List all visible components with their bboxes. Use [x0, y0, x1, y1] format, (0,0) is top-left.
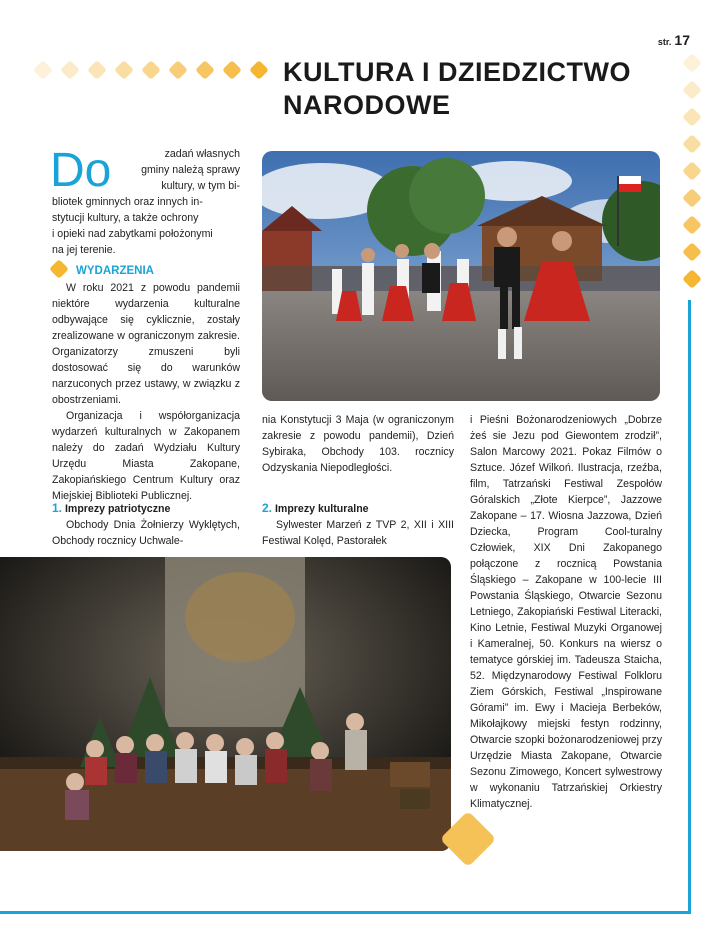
intro-line: kultury, w tym bi- [161, 180, 240, 192]
diamond-icon [682, 161, 702, 181]
diamond-icon [682, 107, 702, 127]
frame-line-horizontal [0, 911, 691, 914]
list-1-number: 1. [52, 501, 63, 515]
page-number [658, 32, 690, 48]
diamond-icon [114, 60, 134, 80]
stage-illustration [0, 557, 451, 851]
list-2-block [262, 500, 454, 549]
page-title [283, 56, 683, 122]
title-line-1: KULTURA I DZIEDZICTWO [283, 57, 631, 87]
list-2-number: 2. [262, 501, 273, 515]
list-1-text-col1: Obchody Dnia Żołnierzy Wyklętych, Obchody rocznicy Uchwale- [52, 519, 240, 547]
column-3-text [470, 412, 662, 812]
intro-dropcap: Do [50, 144, 112, 197]
diamond-icon [87, 60, 107, 80]
intro-line: gminy należą sprawy [141, 164, 240, 176]
list-1-block [52, 500, 240, 549]
diamond-icon [195, 60, 215, 80]
frame-line-vertical [688, 300, 691, 914]
diamond-bullet-icon [49, 259, 69, 279]
folk-dance-photo [262, 151, 660, 401]
diamond-icon [168, 60, 188, 80]
section-heading [52, 262, 154, 277]
diamond-icon [682, 188, 702, 208]
diamond-icon [222, 60, 242, 80]
diamond-icon [60, 60, 80, 80]
list-2-heading-text: Imprezy kulturalne [274, 503, 369, 515]
section-heading-text: WYDARZENIA [76, 265, 154, 277]
section-paragraph-1: W roku 2021 z powodu pandemii niektóre wydarzenia kulturalne odbywające się cyklicznie, zostały zrealizowane w ograniczonym zakresie. Organizatorzy zmuszeni byli dostosować się do warunków narzuconych przez ustawy, w związku z obostrzeniami. [52, 282, 240, 406]
list-1-heading [52, 500, 240, 517]
list-2-heading [262, 500, 454, 517]
list-2-text-col3: i Pieśni Bożonarodzeniowych „Dobrze żeś sie Jezu pod Giewontem zrodził”, Salon Marcowy 2021. Pokaz Filmów o Sztuce. Józef Wilkoń. Ilustracja, rzeźba, film, Tatrzański Festiwal Zespołów Góralskich „Złote Kierpce”, Jazzowe Zakopane – 17. Wiosna Jazzowa, Dzień Dziecka, Program Cool-turalny Człowiek, XIX Dni Zakopanego połączone z rocznicą Powstania Śląskiego – Zakopane w 100-lecie III Powstania Śląskiego, Otwarcie Sezonu Letniego, Zakopiański Festiwal Literacki, Kino Letnie, Festiwal Muzyki Organowej i Kameralnej, 50. Konkurs na wiersz o tematyce górskiej im. Tadeusza Staicha, 52. Międzynarodowy Festiwal Folkloru Ziem Górskich, Festiwal „Inspirowane Górami” im. Ewy i Macieja Berbeków, Mikołajkowy miejski festyn rodzinny, Otwarcie szopki bożonarodzeniowej przy Urzędzie Miasta Zakopane, Otwarcie Sezonu Zimowego, Koncert sylwestrowy w wykonaniu Tatrzańskiej Orkiestry Klimatycznej. [470, 414, 662, 810]
diamond-icon [682, 269, 702, 289]
title-line-2: NARODOWE [283, 90, 451, 120]
diamond-icon [141, 60, 161, 80]
list-1-text-col2: nia Konstytucji 3 Maja (w ograniczonym zakresie z powodu pandemii), Dzień Sybiraka, Obchody 103. rocznicy Odzyskania Niepodległości. [262, 414, 454, 474]
column-1-text [52, 280, 240, 504]
column-2-text [262, 412, 454, 476]
intro-line: zadań własnych [164, 148, 240, 160]
folk-dance-illustration [262, 151, 660, 401]
diamond-icon [33, 60, 53, 80]
diamond-icon [682, 242, 702, 262]
diamond-icon [682, 215, 702, 235]
intro-line: na jej terenie. [52, 244, 116, 256]
intro-line: i opieki nad zabytkami położonymi [52, 228, 213, 240]
section-paragraph-2: Organizacja i współorganizacja wydarzeń kulturalnych w Zakopanem należy do zadań Wydziału Kultury Urzędu Miasta Zakopane, Zakopiańskiego Centrum Kultury oraz Miejskiej Biblioteki Publicznej. [52, 410, 240, 502]
children-stage-photo [0, 557, 451, 851]
diamond-icon [682, 80, 702, 100]
list-2-text-col2: Sylwester Marzeń z TVP 2, XII i XIII Festiwal Kolęd, Pastorałek [262, 519, 454, 547]
intro-line: stytucji kultury, a także ochrony [52, 212, 199, 224]
diamond-icon [682, 134, 702, 154]
diamond-icon [249, 60, 269, 80]
intro-line: bliotek gminnych oraz innych in- [52, 196, 203, 208]
intro-lines-short [127, 146, 240, 194]
diamond-icon [682, 53, 702, 73]
intro-lines-full [52, 194, 242, 258]
page-number-label: str. [657, 37, 672, 47]
page-number-value: 17 [674, 32, 690, 48]
list-1-heading-text: Imprezy patriotyczne [64, 503, 171, 515]
decorative-diamond-column [682, 56, 702, 296]
